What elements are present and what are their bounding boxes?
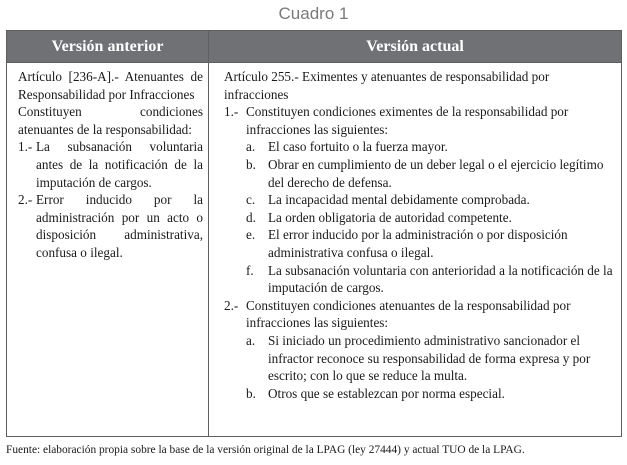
section-text: Constituyen condiciones eximentes de la responsabilidad por infracciones las siguientes: [246, 104, 569, 137]
section-item [224, 297, 614, 332]
source-note: Fuente: elaboración propia sobre la base de la versión original de la LPAG (ley 27444) y actual TUO de la LPAG. [6, 444, 525, 456]
list-item [18, 138, 203, 191]
item-text: La subsanación voluntaria con anterioridad a la notificación de la imputación de cargos. [268, 262, 613, 296]
list-item [224, 385, 614, 403]
item-text: El error inducido por la administración o por disposición administrativa confusa o ilegal. [268, 227, 568, 260]
list-item [224, 138, 614, 156]
item-letter: b. [246, 385, 256, 401]
current-version-cell [224, 68, 614, 402]
item-letter: a. [246, 332, 256, 348]
section-item [224, 103, 614, 138]
item-letter: a. [246, 139, 256, 155]
item-text: El caso fortuito o la fuerza mayor. [268, 139, 448, 155]
item-text: La subsanación voluntaria antes de la notificación de la imputación de cargos. [36, 139, 203, 190]
item-letter: d. [246, 209, 256, 225]
previous-article-intro: Constituyen condiciones atenuantes de la responsabilidad: [18, 104, 203, 137]
header-divider [7, 62, 621, 63]
item-letter: f. [246, 262, 254, 278]
header-previous-version: Versión anterior [7, 31, 208, 62]
section-text: Constituyen condiciones atenuantes de la responsabilidad por infracciones las siguientes: [246, 297, 571, 331]
item-letter: e. [246, 227, 256, 243]
column-divider [208, 31, 209, 436]
item-text: Obrar en cumplimiento de un deber legal o el ejercicio legítimo del derecho de defensa. [268, 156, 604, 190]
section-number: 2.- [224, 297, 239, 313]
item-text: La orden obligatoria de autoridad competente. [268, 209, 512, 225]
comparison-table [6, 30, 622, 437]
item-number: 2.- [18, 192, 33, 208]
table-title: Cuadro 1 [278, 4, 349, 23]
list-item [224, 332, 614, 385]
list-item [18, 191, 203, 261]
header-current-version: Versión actual [209, 31, 621, 62]
previous-article-heading: Artículo [236-A].- Atenuantes de Responsabilidad por Infracciones [18, 69, 203, 102]
item-letter: b. [246, 156, 256, 172]
list-item [224, 226, 614, 261]
item-text: Error inducido por la administración por un acto o disposición administrativa, confusa o ilegal. [36, 192, 203, 260]
item-number: 1.- [18, 139, 33, 155]
list-item [224, 209, 614, 227]
list-item [224, 191, 614, 209]
current-article-heading: Artículo 255.- Eximentes y atenuantes de responsabilidad por infracciones [224, 69, 550, 102]
list-item [224, 156, 614, 191]
section-number: 1.- [224, 104, 239, 120]
item-text: La incapacidad mental debidamente comprobada. [268, 192, 530, 208]
list-item [224, 262, 614, 297]
item-text: Si iniciado un procedimiento administrativo sancionador el infractor reconoce su responsabilidad de forma expresa y por escrito; con lo que se reduce la multa. [268, 332, 591, 384]
item-text: Otros que se establezcan por norma especial. [268, 385, 505, 401]
item-letter: c. [246, 192, 256, 208]
previous-version-cell [18, 68, 203, 262]
